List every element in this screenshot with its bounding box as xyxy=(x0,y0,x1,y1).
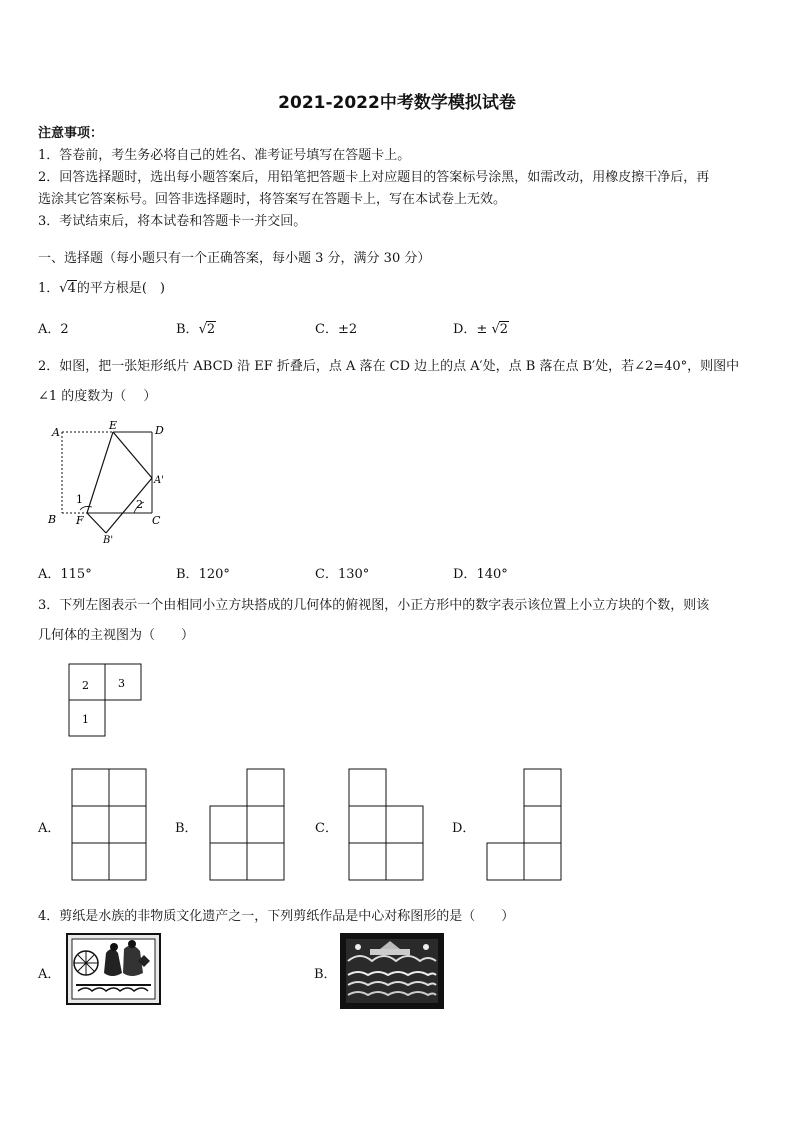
q1-option-b: B．√2 xyxy=(176,322,216,337)
papercut-image-a xyxy=(66,933,161,1005)
q1-option-a: A．2 xyxy=(38,322,69,337)
top-view-number: 2 xyxy=(82,679,89,692)
notice-item-2: 2．回答选择题时，选出每小题答案后，用铅笔把答题卡上对应题目的答案标号涂黑，如需改动，用橡皮擦干净后，再 xyxy=(38,170,710,185)
page-title: 2021-2022中考数学模拟试卷 xyxy=(278,93,516,113)
label-b: B xyxy=(48,513,57,526)
label-e: E xyxy=(109,419,118,432)
q2-option-d: D．140° xyxy=(453,567,508,582)
q4-option-a-label: A． xyxy=(38,967,61,982)
q3-option-a-label: A． xyxy=(38,821,61,836)
q1-prefix: 1． xyxy=(38,281,60,296)
q1-option-d: D．± √2 xyxy=(453,322,509,337)
sqrt-symbol: √4 xyxy=(59,281,76,296)
question-3-line-2: 几何体的主视图为（ ） xyxy=(38,628,195,643)
q1-suffix: 的平方根是( ) xyxy=(76,281,166,296)
papercut-image-b xyxy=(340,933,444,1009)
angle-1-arc xyxy=(80,506,92,510)
question-3-line-1: 3．下列左图表示一个由相同小立方块搭成的几何体的俯视图，小正方形中的数字表示该位置上小立方块的个数，则该 xyxy=(38,598,710,613)
fold-line-ef xyxy=(87,432,113,513)
q3-option-c-label: C． xyxy=(315,821,338,836)
question-4-line-1: 4．剪纸是水族的非物质文化遗产之一，下列剪纸作品是中心对称图形的是（ ） xyxy=(38,909,515,924)
q3-option-b-label: B． xyxy=(175,821,198,836)
label-c: C xyxy=(152,514,161,527)
q3-option-d-view xyxy=(486,768,562,881)
q2-option-c: C．130° xyxy=(315,567,370,582)
q3-top-view xyxy=(68,663,146,739)
question-2-line-2: ∠1 的度数为（ ） xyxy=(38,389,157,404)
edge-a2b2 xyxy=(106,478,152,533)
label-b-prime: B' xyxy=(103,535,114,543)
label-a-prime: A' xyxy=(154,475,164,486)
top-view-number: 3 xyxy=(118,677,125,690)
q3-option-a-view xyxy=(71,768,147,881)
label-f: F xyxy=(76,514,84,527)
label-d: D xyxy=(155,424,164,437)
label-angle-2: 2 xyxy=(136,498,143,511)
q1-radicand: 4 xyxy=(67,281,76,296)
q2-option-a: A．115° xyxy=(38,567,92,582)
q3-option-c-view xyxy=(348,768,424,881)
q2-fold-figure xyxy=(40,415,180,543)
q1-option-c: C．±2 xyxy=(315,322,358,337)
q2-option-b: B．120° xyxy=(176,567,230,582)
edge-ea2 xyxy=(113,432,152,478)
top-view-number: 1 xyxy=(82,713,89,726)
notice-item-1: 1．答卷前，考生务必将自己的姓名、准考证号填写在答题卡上。 xyxy=(38,148,411,163)
section-heading: 一、选择题（每小题只有一个正确答案，每小题 3 分，满分 30 分） xyxy=(38,251,431,266)
q3-option-b-view xyxy=(209,768,285,881)
notice-item-3: 3．考试结束后，将本试卷和答题卡一并交回。 xyxy=(38,214,307,229)
question-1 xyxy=(38,277,165,296)
notice-item-2-cont: 选涂其它答案标号。回答非选择题时，将答案写在答题卡上，写在本试卷上无效。 xyxy=(38,192,507,207)
label-angle-1: 1 xyxy=(76,493,83,506)
notice-heading: 注意事项： xyxy=(38,126,104,141)
label-a: A xyxy=(52,426,60,439)
edge-fb2 xyxy=(87,513,106,533)
q4-option-b-label: B． xyxy=(314,967,337,982)
q3-option-d-label: D． xyxy=(452,821,476,836)
question-2-line-1: 2．如图，把一张矩形纸片 ABCD 沿 EF 折叠后，点 A 落在 CD 边上的点 A′处，点 B 落在点 B′处，若∠2=40°，则图中 xyxy=(38,359,740,374)
